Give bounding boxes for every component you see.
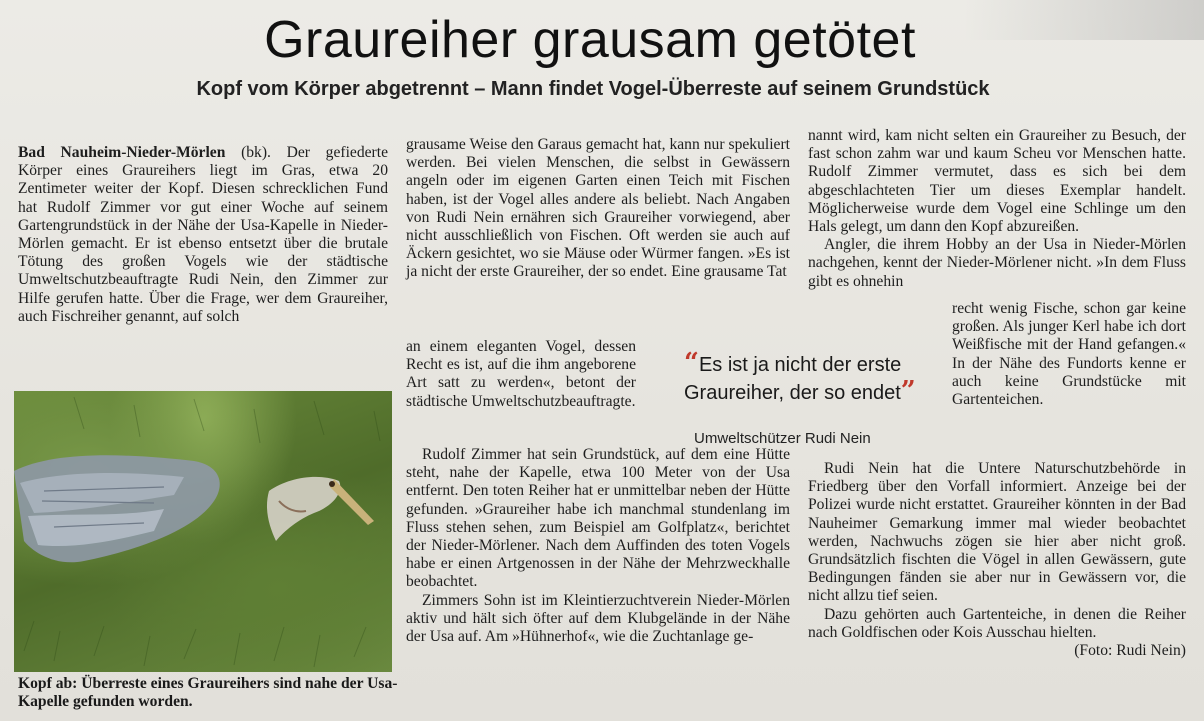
col2-paragraph-1b: an einem eleganten Vogel, dessen Recht es ist, auf die ihm angeborene Art satt zu werden«, betont der städtische Umweltschutzbeauftragte. xyxy=(406,338,636,410)
heron-photo-illustration xyxy=(14,391,392,672)
caption-label: Kopf ab: xyxy=(18,675,78,692)
head-remains xyxy=(267,477,374,541)
subheadline: Kopf vom Körper abgetrennt – Mann findet Vogel-Überreste auf seinem Grundstück xyxy=(196,78,990,100)
caption-text: Überreste eines Graureihers sind nahe der Usa-Kapelle gefunden worden. xyxy=(18,675,398,710)
col3-paragraph-4-text: Dazu gehörten auch Gartenteiche, in denen die Reiher nach Goldfischen oder Kois Ausschau hielten. xyxy=(808,605,1186,641)
column-3-top xyxy=(808,127,1186,291)
column-1 xyxy=(18,144,388,326)
col3-paragraph-2a: Angler, die ihrem Hobby an der Usa in Nieder-Mörlen nachgehen, kennt der Nieder-Mörlener nicht. »In dem Fluss gibt es ohnehin xyxy=(808,236,1186,290)
photo-caption xyxy=(18,675,398,711)
heron-remains-photo xyxy=(14,391,392,672)
headline: Graureiher grausam getötet xyxy=(264,11,916,69)
col2-paragraph-2: Rudolf Zimmer hat sein Grundstück, auf dem eine Hütte steht, nahe der Kapelle, etwa 100 Meter von der Usa entfernt. Den toten Reiher hat er unmittelbar neben der Hütte gefunden. »Graureiher habe ich manchmal stundenlang im Fluss stehen sehen, zum Beispiel am Golfplatz«, berichtet der Nieder-Mörlener. Nach dem Auffinden des toten Vogels habe er einen Artgenossen in der Nähe der Mehrzweckhalle beobachtet. xyxy=(406,446,790,591)
dateline: Bad Nauheim-Nieder-Mörlen xyxy=(18,144,226,161)
column-3-narrow xyxy=(952,300,1186,409)
col1-paragraph xyxy=(18,144,388,326)
feathers-body xyxy=(14,455,220,562)
photo-credit: (Foto: Rudi Nein) xyxy=(1074,642,1186,660)
column-2-top xyxy=(406,136,790,282)
col3-paragraph-1: nannt wird, kam nicht selten ein Graureiher zu Besuch, der fast schon zahm war und kaum Scheu vor Menschen hatte. Rudolf Zimmer vermutet, dass es sich bei dem abgeschlachteten Tier um dieses Exemplar handelt. Möglicherweise wurde dem Vogel eine Schlinge um den Hals gelegt, um dann den Kopf abzureißen. xyxy=(808,127,1186,236)
col3-paragraph-3: Rudi Nein hat die Untere Naturschutzbehörde in Friedberg über den Vorfall informiert. Anzeige bei der Polizei wurde nicht erstattet. Graureiher könnten in der Bad Nauheimer Gemarkung immer mal wieder beobachtet werden, Nachwuchs zögen sie hier aber nicht groß. Grundsätzlich fischten die Vögel in allen Gewässern, gute Bedingungen fänden sie aber nur in Gewässern vor, die nicht allzu tief seien. xyxy=(808,460,1186,605)
column-3-bottom xyxy=(808,460,1186,660)
col2-paragraph-1: grausame Weise den Garaus gemacht hat, kann nur spekuliert werden. Bei vielen Menschen, die selbst in Gewässern angeln oder im eigenen Garten einen Teich mit Fischen haben, ist der Vogel alles andere als beliebt. Nach Angaben von Rudi Nein ernähren sich Graureiher vorwiegend, aber nicht ausschließlich von Fischen. Oft werden sie auch auf Äckern gesichtet, wo sie Mäuse oder Würmer fangen. »Es ist ja nicht der erste Graureiher, der so endet. Eine grausame Tat xyxy=(406,136,790,281)
col3-paragraph-4 xyxy=(808,605,1186,660)
pull-quote xyxy=(684,350,924,406)
quote-attribution: Umweltschützer Rudi Nein xyxy=(694,430,871,447)
col1-text: (bk). Der gefiederte Körper eines Graureihers liegt im Gras, etwa 20 Zentimeter weiter der Kopf. Diesen schrecklichen Fund hat Rudolf Zimmer vor gut einer Woche auf seinem Gartengrundstück in der Nähe der Usa-Kapelle in Nieder-Mörlen gemacht. Er ist ebenso entsetzt über die brutale Tötung des großen Vogels wie der städtische Umweltschutzbeauftragte Rudi Nein, den Zimmer zur Hilfe gerufen hatte. Über die Frage, wer dem Graureiher, auch Fischreiher genannt, auf solch xyxy=(18,144,388,325)
quote-open-mark: “ xyxy=(684,348,699,378)
quote-close-mark: ” xyxy=(900,376,916,406)
column-2-bottom xyxy=(406,446,790,646)
col3-paragraph-2b: recht wenig Fische, schon gar keine großen. Als junger Kerl habe ich dort Weißfische mit der Hand gefangen.« In der Nähe des Fundorts kenne er auch keine Grundstücke mit Gartenteichen. xyxy=(952,300,1186,409)
column-2-narrow xyxy=(406,338,636,411)
quote-text: Es ist ja nicht der erste Graureiher, der so endet xyxy=(684,354,902,404)
col2-paragraph-3: Zimmers Sohn ist im Kleintierzuchtverein Nieder-Mörlen aktiv und hält sich öfter auf dem Klubgelände in der Nähe der Usa auf. Am »Hühnerhof«, wie die Zuchtanlage ge- xyxy=(406,591,790,646)
